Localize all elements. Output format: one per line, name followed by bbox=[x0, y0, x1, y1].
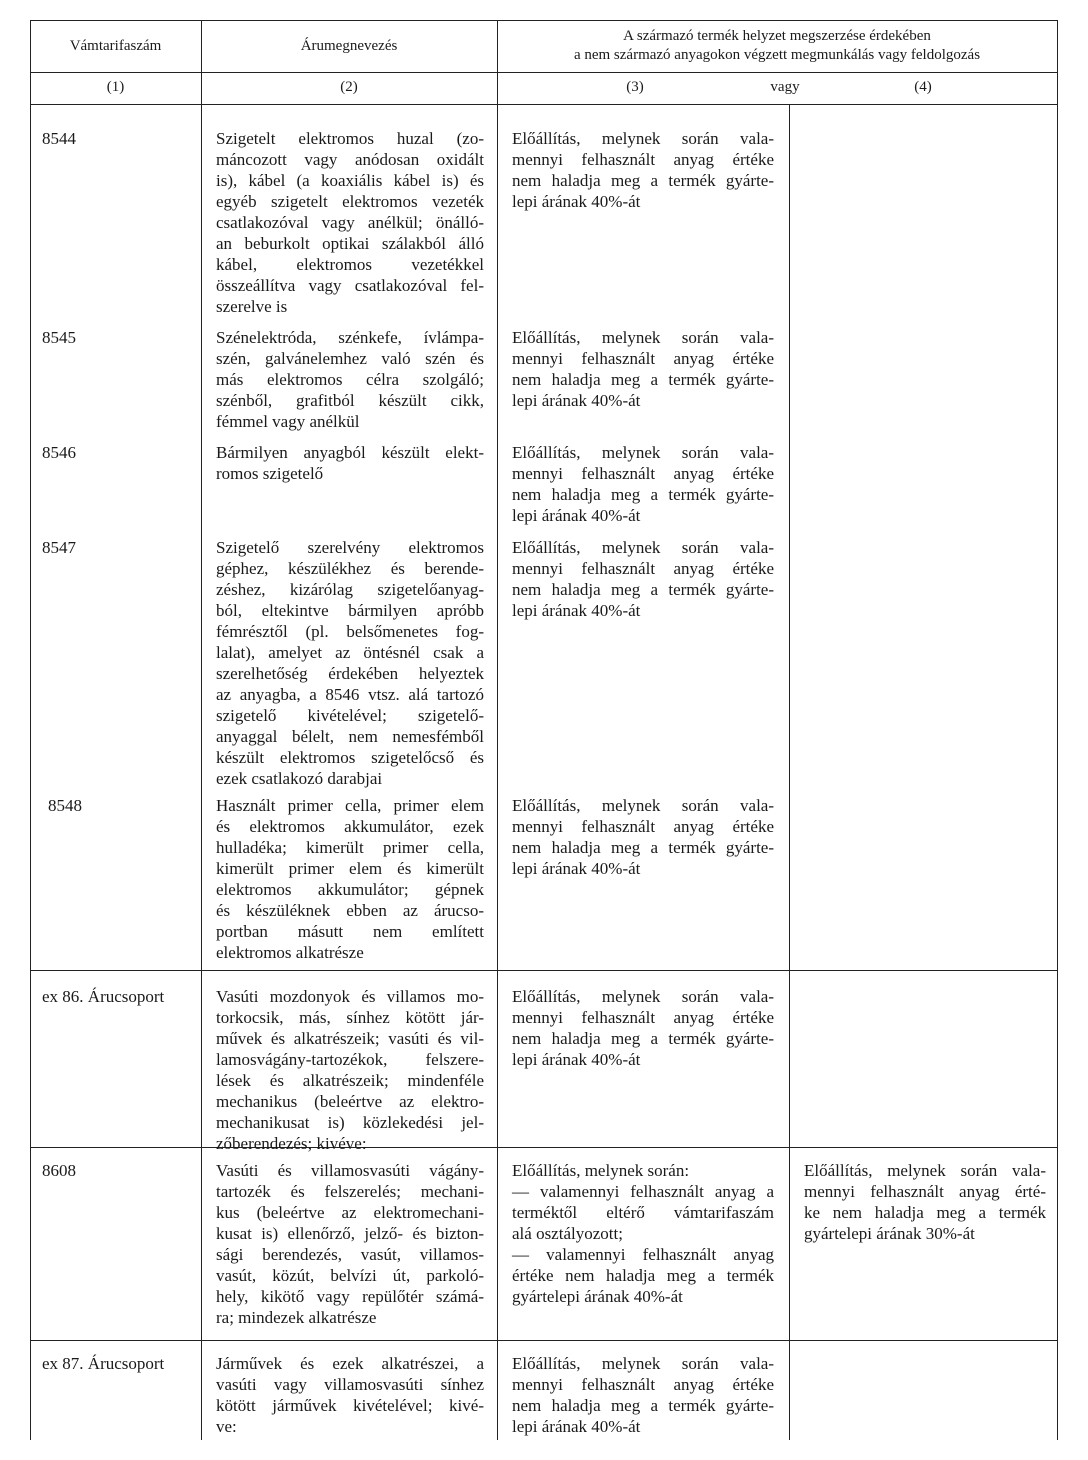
section-divider-86 bbox=[30, 970, 1058, 971]
row-divider-8608 bbox=[30, 1147, 1058, 1148]
processing-rule: Előállítás, melynek során vala- mennyi felhasznált anyag értéke nem haladja meg a termék gyárte- lepi árának 40%-át bbox=[512, 129, 774, 211]
column-number-1: (1) bbox=[106, 79, 125, 95]
processing-rule: Előállítás, melynek során vala- mennyi felhasznált anyag értéke nem haladja meg a termék gyárte- lepi árának 40%-át bbox=[512, 538, 774, 620]
table-border-left bbox=[30, 20, 31, 1440]
column-divider-3 bbox=[789, 104, 790, 1440]
rule-dash-item: — valamennyi felhasznált anyag bbox=[512, 1245, 774, 1264]
rule-dash-item: — valamennyi felhasznált anyag a bbox=[512, 1182, 774, 1201]
column-number-3: (3) bbox=[626, 79, 644, 95]
tariff-code: 8544 bbox=[42, 129, 76, 148]
table-top-border bbox=[30, 20, 1058, 21]
processing-rule: Előállítás, melynek során vala- mennyi felhasznált anyag értéke nem haladja meg a termék gyárte- lepi árának 40%-át bbox=[512, 443, 774, 525]
processing-rule: Előállítás, melynek során vala- mennyi felhasznált anyag értéke nem haladja meg a termék gyárte- lepi árának 40%-át bbox=[512, 987, 774, 1069]
alternative-rule: Előállítás, melynek során vala- mennyi felhasznált anyag érté- ke nem haladja meg a termék gyártelepi árának 30%-át bbox=[804, 1161, 1046, 1243]
processing-rule: Előállítás, melynek során vala- mennyi felhasznált anyag értéke nem haladja meg a termék gyárte- lepi árának 40%-át bbox=[512, 796, 774, 878]
product-description: Használt primer cella, primer elem és elektromos akkumulátor, ezek hulladéka; kimerült primer cella, kimerült primer elem és kimerült elektromos akkumulátor; gépnek és készüléknek ebben az árucso- portban másutt nem említett elektromos alkatrésze bbox=[216, 796, 484, 962]
product-description: Szigetelt elektromos huzal (zo- máncozott vagy anódosan oxidált is), kábel (a koaxiális kábel is) és egyéb szigetelt elektromos vezeték csatlakozóval vagy anélkül; önálló- an beburkolt optikai szálakból álló kábel, elektromos vezetékkel összeállítva vagy csatlakozóval fel- szerelve is bbox=[216, 129, 484, 316]
header-col34 bbox=[497, 27, 1057, 65]
tariff-code: 8545 bbox=[42, 328, 76, 347]
product-description: Vasúti mozdonyok és villamos mo- torkocsik, más, sínhez kötött jár- művek és alkatrészeik; vasúti és vil- lamosvágány-tartozékok, felszere- lések és alkatrészeik; mindenféle mechanikus (beleértve az elektro- mechanikusat is) közlekedési jel- zőberendezés; kivéve: bbox=[216, 987, 484, 1153]
column-divider-1 bbox=[201, 20, 202, 1440]
header-col1: Vámtarifaszám bbox=[69, 38, 162, 54]
processing-rule: Előállítás, melynek során vala- mennyi felhasznált anyag értéke nem haladja meg a termék gyárte- lepi árának 40%-át bbox=[512, 1354, 774, 1436]
header-col34-line1: A származó termék helyzet megszerzése érdekében bbox=[623, 28, 931, 44]
product-description: Szigetelő szerelvény elektromos géphez, készülékhez és berende- zéshez, kizárólag szigetelőanyag- ból, eltekintve bármilyen apróbb fémrésztől (pl. belsőmenetes fog- lalat), amelyet az öntésnél csak a szerelhetőség érdekében helyeztek az anyagba, a 8546 vtsz. alá tartozó szigetelő kivételével; szigetelő- anyaggal bélelt, nem nemesfémből készült elektromos szigetelőcső és ezek csatlakozó darabjai bbox=[216, 538, 484, 788]
tariff-code: 8548 bbox=[48, 796, 82, 815]
section-divider-87 bbox=[30, 1340, 1058, 1341]
header-col34-line2: a nem származó anyagokon végzett megmunkálás vagy feldolgozás bbox=[573, 47, 981, 63]
processing-rule: Előállítás, melynek során: — valamennyi felhasznált anyag a terméktől eltérő vámtarifaszám alá osztályozott; — valamennyi felhasznált anyag értéke nem haladja meg a termék gyártelepi árának 40%-át bbox=[512, 1161, 774, 1306]
product-description: Szénelektróda, szénkefe, ívlámpa- szén, galvánelemhez való szén és más elektromos célra szolgáló; szénből, grafitból készült cikk, fémmel vagy anélkül bbox=[216, 328, 484, 431]
column-divider-2 bbox=[497, 20, 498, 1440]
product-description: Bármilyen anyagból készült elekt- romos szigetelő bbox=[216, 443, 484, 483]
product-description: Járművek és ezek alkatrészei, a vasúti vagy villamosvasúti sínhez kötött járművek kivételével; kivé- ve: bbox=[216, 1354, 484, 1436]
column-number-2: (2) bbox=[340, 79, 358, 95]
processing-rule: Előállítás, melynek során vala- mennyi felhasznált anyag értéke nem haladja meg a termék gyárte- lepi árának 40%-át bbox=[512, 328, 774, 410]
header-divider bbox=[30, 72, 1058, 73]
column-number-divider bbox=[30, 104, 1058, 105]
tariff-code: ex 86. Árucsoport bbox=[42, 987, 165, 1006]
tariff-code: 8608 bbox=[42, 1161, 76, 1180]
header-col2: Árumegnevezés bbox=[300, 38, 398, 54]
product-description: Vasúti és villamosvasúti vágány- tartozék és felszerelés; mechani- kus (beleértve az elektromechani- kusat is) ellenőrző, jelző- és bizton- sági berendezés, vasút, villamos- vasút, közút, belvízi út, parkoló- hely, kikötő vagy repülőtér számá- ra; mindezek alkatrésze bbox=[216, 1161, 484, 1327]
vagy-label: vagy bbox=[770, 79, 800, 95]
table-border-right bbox=[1057, 20, 1058, 1440]
tariff-code: 8547 bbox=[42, 538, 76, 557]
column-number-4: (4) bbox=[914, 79, 932, 95]
tariff-code: ex 87. Árucsoport bbox=[42, 1354, 165, 1373]
tariff-code: 8546 bbox=[42, 443, 76, 462]
